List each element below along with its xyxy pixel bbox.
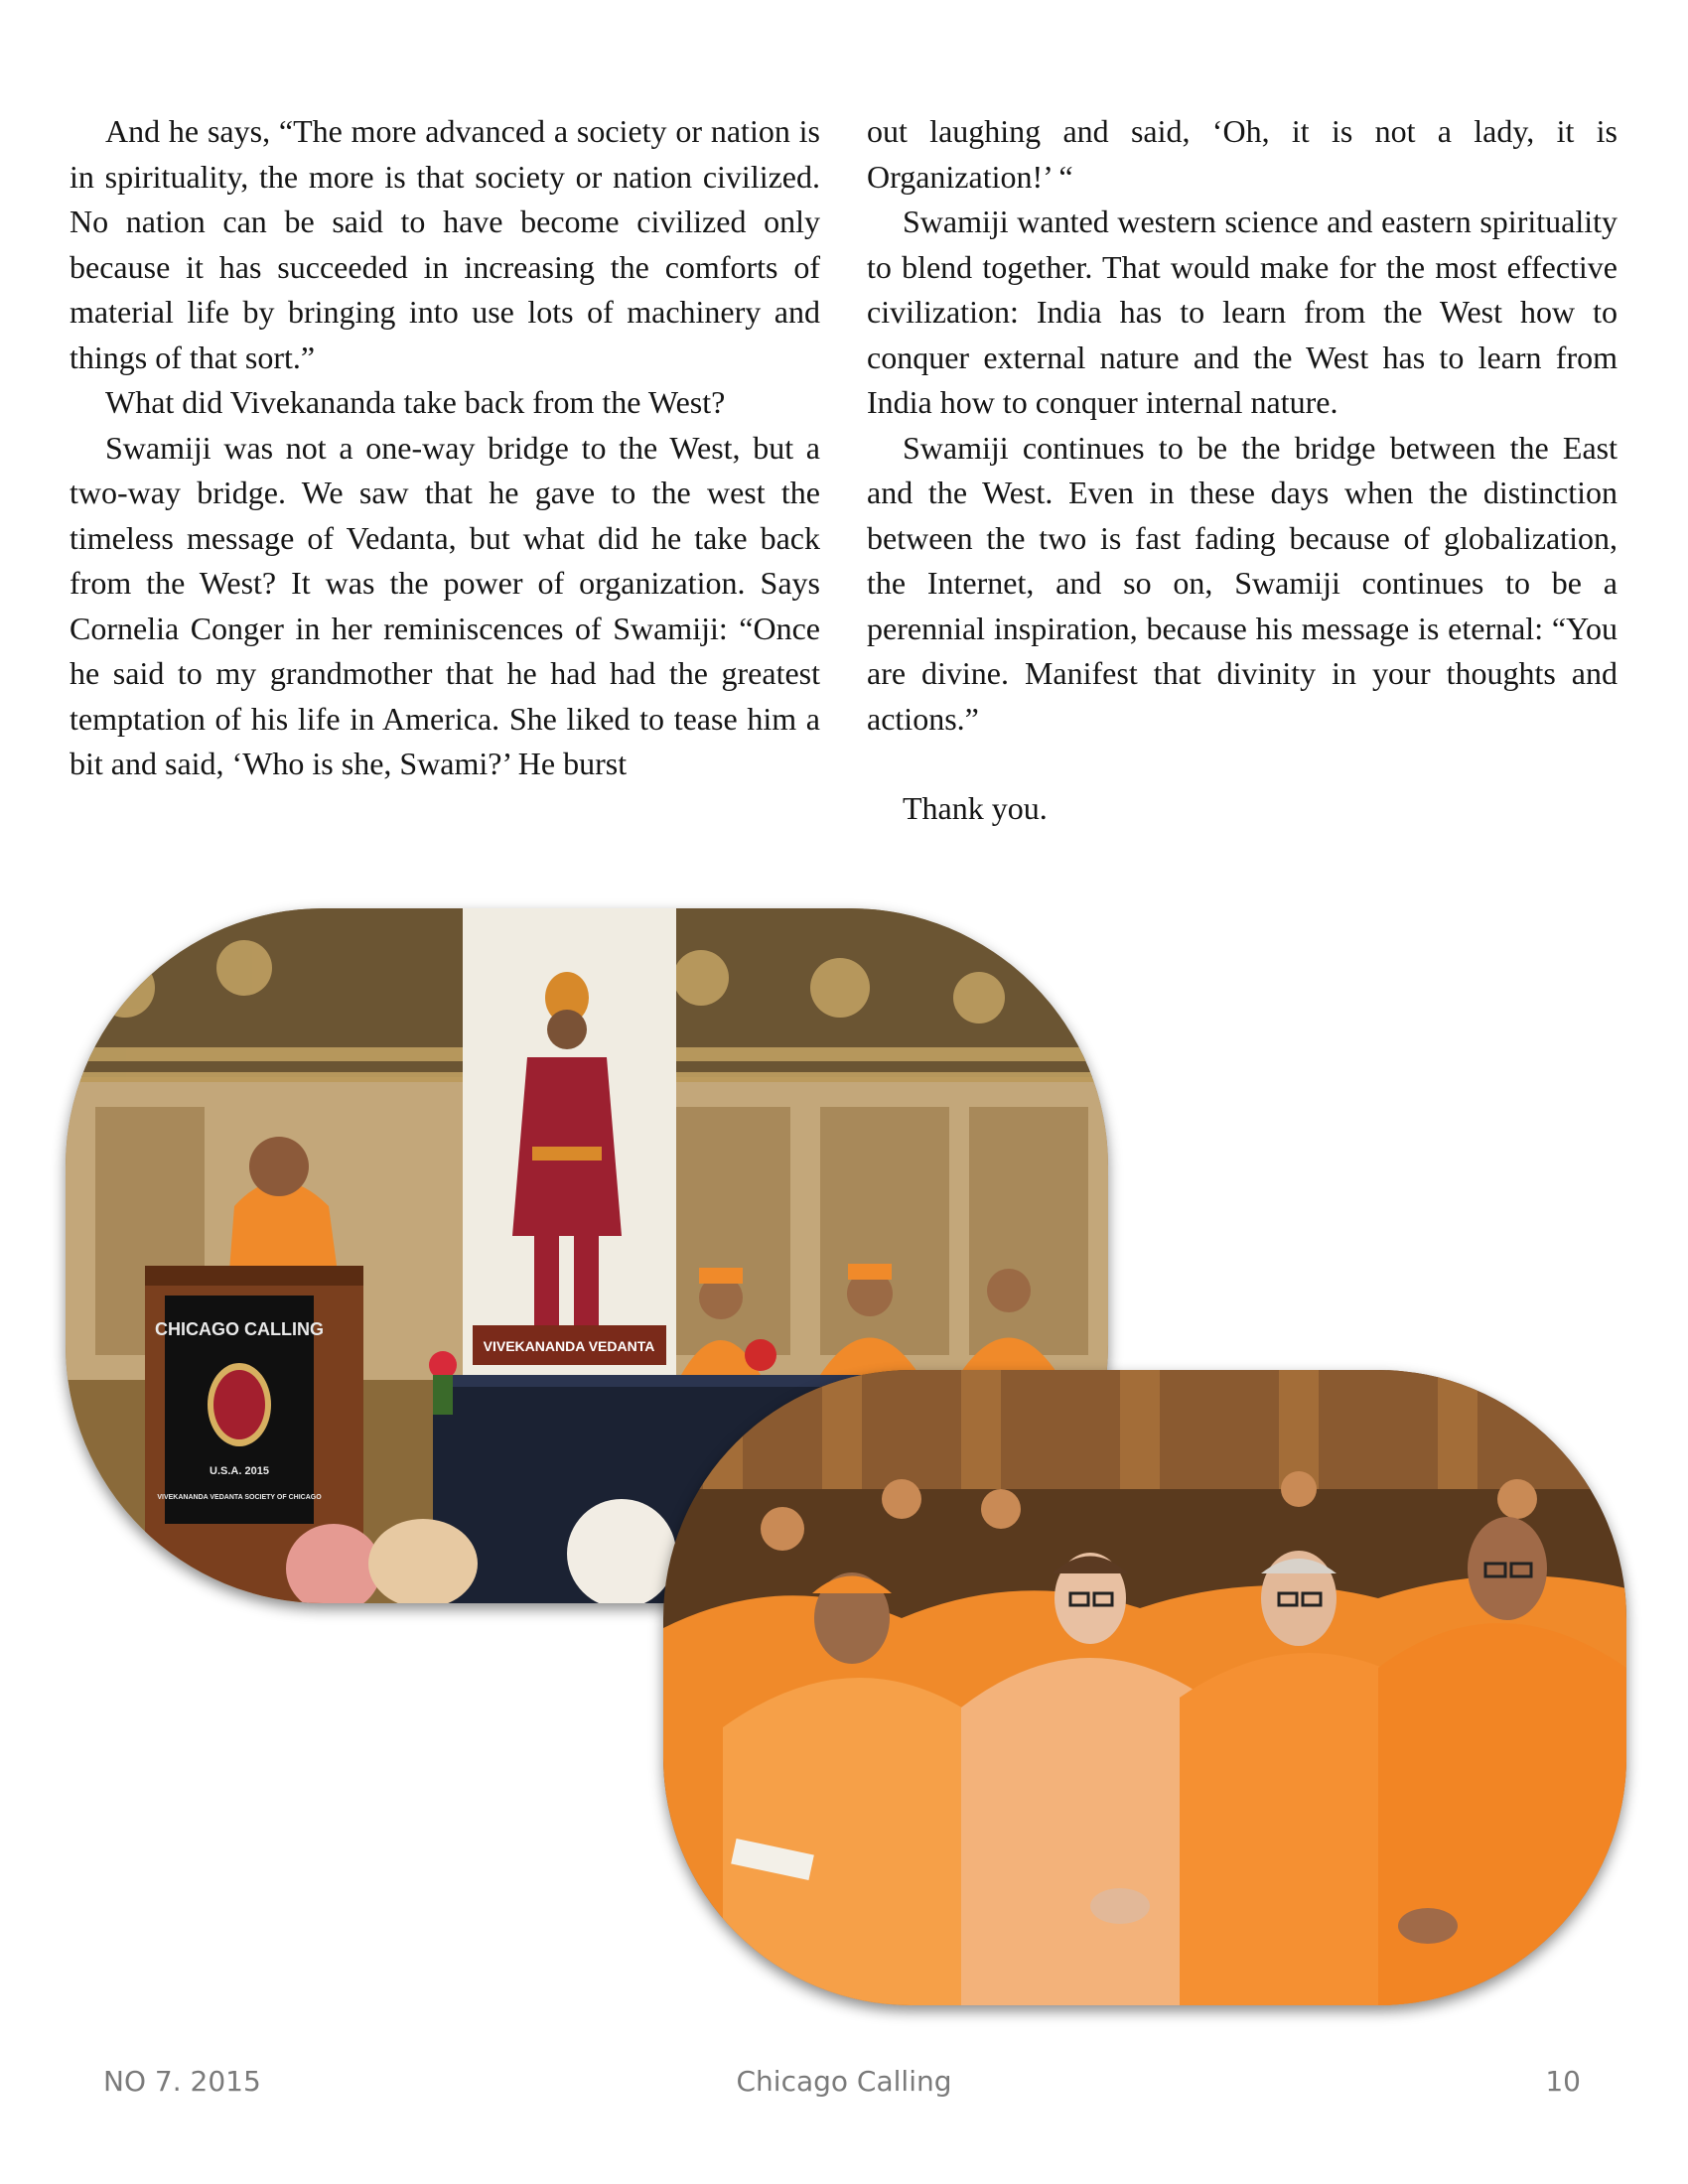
podium-sign-text: CHICAGO CALLING [155, 1319, 324, 1339]
page-number: 10 [1545, 2065, 1581, 2098]
paragraph: Swamiji continues to be the bridge between the East and the West. Even in these days when the distinction between the two is fast fading because of globalization, the Internet, and so on, Swamiji continues to be a perennial inspiration, because his message is eternal: “You are divine. Manifest that divinity in your thoughts and actions.” [867, 429, 1618, 737]
podium-sub-text: U.S.A. 2015 [210, 1465, 269, 1477]
paragraph: Swamiji wanted western science and eastern spirituality to blend together. That would make for the most effective civilization: India has to learn from the West how to conquer external nature and the West has to learn from India how to conquer internal nature. [867, 204, 1618, 420]
paragraph: What did Vivekananda take back from the West? [105, 384, 726, 420]
paragraph: And he says, “The more advanced a society or nation is in spirituality, the more is that society or nation civilized. No nation can be said to have become civilized only because it has succeeded in increasing the comforts of material life by bringing into use lots of machinery and things of that sort.” [70, 113, 820, 375]
audience-photo [663, 1370, 1626, 2005]
paragraph: out laughing and said, ‘Oh, it is not a lady, it is Organization!’ “ [867, 113, 1618, 195]
publication-title: Chicago Calling [736, 2065, 952, 2098]
closing-line: Thank you. [903, 790, 1048, 826]
page-footer [0, 2065, 1688, 2105]
left-column [70, 109, 820, 787]
audience-photo-illustration [663, 1370, 1626, 2005]
banner-caption: VIVEKANANDA VEDANTA [483, 1338, 655, 1354]
issue-number: NO 7. 2015 [103, 2065, 261, 2098]
paragraph: Swamiji was not a one-way bridge to the West, but a two-way bridge. We saw that he gave to the west the timeless message of Vedanta, but what did he take back from the West? It was the power of organization. Says Cornelia Conger in her reminiscences of Swamiji: “Once he said to my grandmother that he had had the greatest temptation of his life in America. She liked to tease him a bit and said, ‘Who is she, Swami?’ He burst [70, 429, 820, 781]
podium-org-text: VIVEKANANDA VEDANTA SOCIETY OF CHICAGO [157, 1494, 322, 1501]
right-column [867, 109, 1618, 832]
